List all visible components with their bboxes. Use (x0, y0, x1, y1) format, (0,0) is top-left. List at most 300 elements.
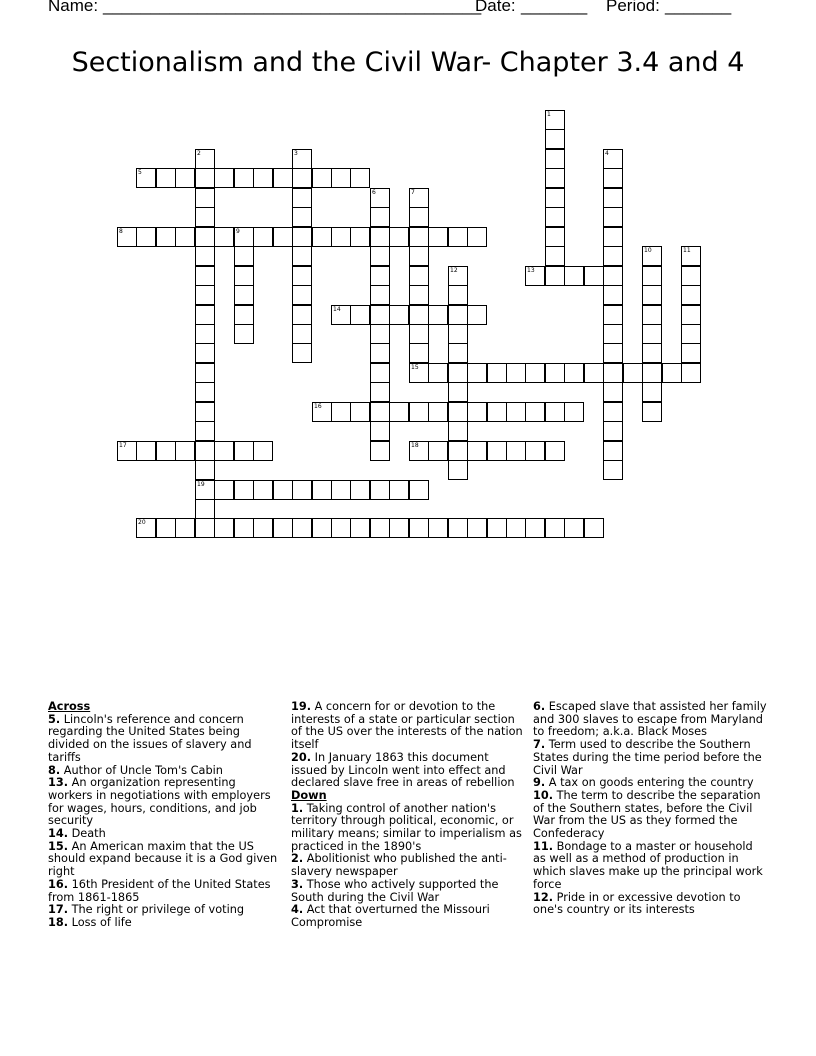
grid-cell[interactable] (136, 441, 156, 461)
grid-cell[interactable] (117, 227, 137, 247)
clue-number: 10. (533, 788, 554, 802)
grid-cell[interactable] (603, 460, 623, 480)
grid-cell[interactable] (370, 382, 390, 402)
grid-cell[interactable] (467, 518, 487, 538)
clues-column-3 (533, 701, 769, 917)
clue-number: 11 (683, 247, 691, 254)
grid-cell[interactable] (448, 285, 468, 305)
grid-cell[interactable] (370, 441, 390, 461)
grid-cell[interactable] (603, 285, 623, 305)
grid-cell[interactable] (175, 227, 195, 247)
clue-number: 14 (333, 306, 341, 313)
clue-text: The term to describe the separation of the Southern states, before the Civil War from the US as they formed the Confederacy (533, 788, 761, 841)
grid-cell[interactable] (292, 305, 312, 325)
grid-cell[interactable] (409, 227, 429, 247)
clue-item (533, 739, 769, 777)
grid-cell[interactable] (273, 518, 293, 538)
grid-cell[interactable] (448, 518, 468, 538)
clue-number: 7. (533, 738, 546, 752)
grid-cell[interactable] (234, 305, 254, 325)
grid-cell[interactable] (214, 480, 234, 500)
grid-cell[interactable] (234, 266, 254, 286)
grid-cell[interactable] (448, 324, 468, 344)
grid-cell[interactable] (409, 266, 429, 286)
clue-number: 3 (294, 150, 298, 157)
clues-column-2 (291, 701, 527, 930)
grid-cell[interactable] (545, 266, 565, 286)
grid-cell[interactable] (409, 207, 429, 227)
clue-item (291, 853, 527, 878)
grid-cell[interactable] (273, 480, 293, 500)
grid-cell[interactable] (234, 168, 254, 188)
grid-cell[interactable] (642, 363, 662, 383)
clue-text: An American maxim that the US should expand because it is a God given right (48, 839, 278, 879)
grid-cell[interactable] (409, 246, 429, 266)
grid-cell[interactable] (195, 441, 215, 461)
grid-cell[interactable] (370, 402, 390, 422)
grid-cell[interactable] (545, 227, 565, 247)
clue-item (533, 892, 769, 917)
grid-cell[interactable] (642, 402, 662, 422)
across-heading: Across (48, 700, 91, 713)
grid-cell[interactable] (117, 441, 137, 461)
grid-cell[interactable] (195, 285, 215, 305)
grid-cell[interactable] (603, 246, 623, 266)
grid-cell[interactable] (662, 363, 682, 383)
grid-cell[interactable] (214, 227, 234, 247)
grid-cell[interactable] (195, 480, 215, 500)
page-title: Sectionalism and the Civil War- Chapter 3.4 and 4 (71, 47, 745, 78)
grid-cell[interactable] (448, 460, 468, 480)
clue-number: 2. (291, 852, 304, 866)
grid-cell[interactable] (156, 441, 176, 461)
grid-cell[interactable] (331, 227, 351, 247)
grid-cell[interactable] (448, 402, 468, 422)
grid-cell[interactable] (195, 246, 215, 266)
grid-cell[interactable] (525, 402, 545, 422)
grid-cell[interactable] (428, 227, 448, 247)
grid-cell[interactable] (195, 188, 215, 208)
clue-item (48, 841, 280, 879)
grid-cell[interactable] (525, 266, 545, 286)
clue-text: Bondage to a master or household as well as a method of production in which slaves make up the principal work force (533, 839, 763, 891)
clue-number: 4 (605, 150, 609, 157)
grid-cell[interactable] (564, 518, 584, 538)
grid-cell[interactable] (506, 518, 526, 538)
grid-cell[interactable] (525, 363, 545, 383)
grid-cell[interactable] (409, 480, 429, 500)
grid-cell[interactable] (428, 305, 448, 325)
grid-cell[interactable] (603, 363, 623, 383)
clue-number: 17. (48, 903, 69, 917)
grid-cell[interactable] (467, 227, 487, 247)
name-field[interactable]: ________________________________________ (103, 0, 482, 15)
grid-cell[interactable] (545, 246, 565, 266)
grid-cell[interactable] (136, 518, 156, 538)
grid-cell[interactable] (175, 518, 195, 538)
clue-number: 3. (291, 877, 304, 891)
period-field[interactable]: _______ (665, 0, 732, 15)
grid-cell[interactable] (156, 168, 176, 188)
grid-cell[interactable] (603, 402, 623, 422)
grid-cell[interactable] (642, 382, 662, 402)
grid-cell[interactable] (389, 402, 409, 422)
clue-number: 5 (138, 169, 142, 176)
grid-cell[interactable] (175, 441, 195, 461)
grid-cell[interactable] (195, 363, 215, 383)
grid-cell[interactable] (370, 363, 390, 383)
grid-cell[interactable] (603, 266, 623, 286)
grid-cell[interactable] (331, 480, 351, 500)
clue-item (48, 777, 280, 828)
grid-cell[interactable] (389, 518, 409, 538)
grid-cell[interactable] (389, 227, 409, 247)
clue-text: The right or privilege of voting (68, 903, 245, 917)
grid-cell[interactable] (195, 207, 215, 227)
grid-cell[interactable] (253, 441, 273, 461)
clue-number: 8. (48, 763, 61, 777)
grid-cell[interactable] (195, 149, 215, 169)
clue-item (48, 714, 280, 765)
grid-cell[interactable] (370, 285, 390, 305)
grid-cell[interactable] (292, 343, 312, 363)
grid-cell[interactable] (292, 168, 312, 188)
grid-cell[interactable] (525, 518, 545, 538)
grid-cell[interactable] (603, 188, 623, 208)
grid-cell[interactable] (195, 168, 215, 188)
clue-number: 16. (48, 877, 69, 891)
grid-cell[interactable] (195, 499, 215, 519)
grid-cell[interactable] (331, 402, 351, 422)
grid-cell[interactable] (409, 305, 429, 325)
grid-cell[interactable] (292, 149, 312, 169)
grid-cell[interactable] (195, 518, 215, 538)
clue-item (533, 701, 769, 739)
grid-cell[interactable] (370, 207, 390, 227)
grid-cell[interactable] (448, 382, 468, 402)
clue-item (291, 803, 527, 854)
grid-cell[interactable] (642, 343, 662, 363)
grid-cell[interactable] (584, 518, 604, 538)
grid-cell[interactable] (156, 227, 176, 247)
grid-cell[interactable] (564, 266, 584, 286)
clue-number: 13. (48, 776, 69, 790)
grid-cell[interactable] (234, 227, 254, 247)
grid-cell[interactable] (545, 188, 565, 208)
grid-cell[interactable] (428, 363, 448, 383)
grid-cell[interactable] (487, 363, 507, 383)
grid-cell[interactable] (681, 266, 701, 286)
grid-cell[interactable] (642, 246, 662, 266)
grid-cell[interactable] (234, 324, 254, 344)
grid-cell[interactable] (681, 305, 701, 325)
down-heading: Down (291, 788, 327, 802)
grid-cell[interactable] (195, 382, 215, 402)
grid-cell[interactable] (234, 518, 254, 538)
clue-number: 8 (119, 228, 123, 235)
clue-text: In January 1863 this document issued by Lincoln went into effect and declared slave free in areas of rebellion (291, 750, 515, 790)
clue-number: 4. (291, 903, 304, 917)
grid-cell[interactable] (603, 227, 623, 247)
grid-cell[interactable] (681, 285, 701, 305)
clue-text: Act that overturned the Missouri Compromise (291, 903, 490, 929)
clue-number: 17 (119, 442, 127, 449)
grid-cell[interactable] (448, 227, 468, 247)
grid-cell[interactable] (681, 363, 701, 383)
clue-text: Lincoln's reference and concern regarding the United States being divided on the issues of slavery and tariffs (48, 712, 252, 764)
grid-cell[interactable] (370, 227, 390, 247)
grid-cell[interactable] (195, 421, 215, 441)
clue-number: 11. (533, 839, 554, 853)
clue-number: 16 (314, 403, 322, 410)
grid-cell[interactable] (545, 168, 565, 188)
grid-cell[interactable] (292, 207, 312, 227)
grid-cell[interactable] (409, 441, 429, 461)
grid-cell[interactable] (681, 343, 701, 363)
clue-number: 10 (644, 247, 652, 254)
clue-item (48, 917, 280, 930)
grid-cell[interactable] (214, 168, 234, 188)
grid-cell[interactable] (350, 305, 370, 325)
grid-cell[interactable] (253, 518, 273, 538)
grid-cell[interactable] (506, 402, 526, 422)
clue-number: 15 (411, 364, 419, 371)
grid-cell[interactable] (350, 518, 370, 538)
clue-text: Those who actively supported the South during the Civil War (291, 877, 499, 904)
clue-number: 9. (533, 776, 546, 790)
clue-number: 1. (291, 801, 304, 815)
clue-item (533, 841, 769, 892)
grid-cell[interactable] (545, 110, 565, 130)
clue-number: 13 (527, 267, 535, 274)
grid-cell[interactable] (350, 480, 370, 500)
grid-cell[interactable] (350, 402, 370, 422)
grid-cell[interactable] (234, 441, 254, 461)
name-label: Name: (48, 0, 99, 15)
grid-cell[interactable] (545, 129, 565, 149)
period-label: Period: (606, 0, 660, 15)
grid-cell[interactable] (370, 324, 390, 344)
clue-text: Pride in or excessive devotion to one's country or its interests (533, 890, 741, 917)
date-field[interactable]: _______ (521, 0, 588, 15)
grid-cell[interactable] (545, 363, 565, 383)
grid-cell[interactable] (253, 227, 273, 247)
grid-cell[interactable] (214, 441, 234, 461)
grid-cell[interactable] (487, 518, 507, 538)
clue-number: 6 (372, 189, 376, 196)
grid-cell[interactable] (292, 518, 312, 538)
clue-number: 6. (533, 700, 546, 713)
grid-cell[interactable] (370, 305, 390, 325)
grid-cell[interactable] (195, 227, 215, 247)
grid-cell[interactable] (545, 441, 565, 461)
grid-cell[interactable] (564, 402, 584, 422)
clue-number: 1 (547, 111, 551, 118)
grid-cell[interactable] (681, 246, 701, 266)
grid-cell[interactable] (642, 285, 662, 305)
clue-number: 14. (48, 827, 69, 841)
grid-cell[interactable] (681, 324, 701, 344)
grid-cell[interactable] (467, 363, 487, 383)
clue-text: Author of Uncle Tom's Cabin (60, 763, 223, 777)
grid-cell[interactable] (312, 518, 332, 538)
grid-cell[interactable] (175, 168, 195, 188)
grid-cell[interactable] (642, 324, 662, 344)
grid-cell[interactable] (409, 363, 429, 383)
grid-cell[interactable] (525, 441, 545, 461)
grid-cell[interactable] (467, 441, 487, 461)
grid-cell[interactable] (409, 402, 429, 422)
clues-column-1 (48, 701, 280, 930)
clue-number: 12 (450, 267, 458, 274)
grid-cell[interactable] (506, 441, 526, 461)
grid-cell[interactable] (195, 305, 215, 325)
grid-cell[interactable] (234, 480, 254, 500)
grid-cell[interactable] (253, 480, 273, 500)
grid-cell[interactable] (603, 207, 623, 227)
grid-cell[interactable] (584, 363, 604, 383)
grid-cell[interactable] (448, 305, 468, 325)
clue-text: Term used to describe the Southern States during the time period before the Civil War (533, 738, 762, 777)
grid-cell[interactable] (448, 266, 468, 286)
clue-number: 19 (197, 481, 205, 488)
grid-cell[interactable] (448, 343, 468, 363)
grid-cell[interactable] (292, 266, 312, 286)
grid-cell[interactable] (370, 188, 390, 208)
grid-cell[interactable] (292, 480, 312, 500)
grid-cell[interactable] (195, 402, 215, 422)
grid-cell[interactable] (487, 441, 507, 461)
grid-cell[interactable] (234, 285, 254, 305)
clue-number: 9 (236, 228, 240, 235)
grid-cell[interactable] (545, 149, 565, 169)
clue-item (291, 752, 527, 790)
grid-cell[interactable] (389, 480, 409, 500)
clue-number: 5. (48, 712, 61, 726)
grid-cell[interactable] (156, 518, 176, 538)
grid-cell[interactable] (603, 441, 623, 461)
grid-cell[interactable] (292, 246, 312, 266)
grid-cell[interactable] (603, 343, 623, 363)
grid-cell[interactable] (370, 266, 390, 286)
grid-cell[interactable] (389, 305, 409, 325)
grid-cell[interactable] (545, 207, 565, 227)
grid-cell[interactable] (195, 343, 215, 363)
grid-cell[interactable] (370, 480, 390, 500)
grid-cell[interactable] (331, 305, 351, 325)
clue-number: 12. (533, 890, 554, 904)
grid-cell[interactable] (253, 168, 273, 188)
grid-cell[interactable] (312, 227, 332, 247)
clue-text: Death (68, 827, 106, 841)
grid-cell[interactable] (350, 168, 370, 188)
clue-number: 7 (411, 189, 415, 196)
grid-cell[interactable] (234, 246, 254, 266)
grid-cell[interactable] (312, 402, 332, 422)
grid-cell[interactable] (584, 266, 604, 286)
grid-cell[interactable] (603, 421, 623, 441)
grid-cell[interactable] (409, 188, 429, 208)
grid-cell[interactable] (370, 246, 390, 266)
grid-cell[interactable] (564, 363, 584, 383)
grid-cell[interactable] (603, 305, 623, 325)
grid-cell[interactable] (448, 421, 468, 441)
clue-number: 15. (48, 839, 69, 853)
grid-cell[interactable] (312, 168, 332, 188)
grid-cell[interactable] (195, 266, 215, 286)
clue-item (533, 790, 769, 841)
grid-cell[interactable] (195, 324, 215, 344)
grid-cell[interactable] (312, 480, 332, 500)
clue-number: 20. (291, 750, 312, 764)
grid-cell[interactable] (409, 343, 429, 363)
grid-cell[interactable] (642, 266, 662, 286)
grid-cell[interactable] (428, 402, 448, 422)
grid-cell[interactable] (623, 363, 643, 383)
grid-cell[interactable] (467, 305, 487, 325)
grid-cell[interactable] (370, 343, 390, 363)
grid-cell[interactable] (370, 518, 390, 538)
grid-cell[interactable] (292, 188, 312, 208)
grid-cell[interactable] (428, 518, 448, 538)
grid-cell[interactable] (136, 168, 156, 188)
grid-cell[interactable] (409, 518, 429, 538)
grid-cell[interactable] (487, 402, 507, 422)
clue-text: A concern for or devotion to the interests of a state or particular section of the US over the interests of the nation itself (291, 700, 523, 752)
grid-cell[interactable] (370, 421, 390, 441)
grid-cell[interactable] (545, 402, 565, 422)
grid-cell[interactable] (331, 168, 351, 188)
clue-text: Taking control of another nation's territory through political, economic, or military means; similar to imperialism as practiced in the 1890's (291, 801, 522, 853)
clue-number: 2 (197, 150, 201, 157)
grid-cell[interactable] (273, 168, 293, 188)
grid-cell[interactable] (292, 324, 312, 344)
grid-cell[interactable] (136, 227, 156, 247)
grid-cell[interactable] (292, 285, 312, 305)
clue-item (291, 904, 527, 929)
grid-cell[interactable] (642, 305, 662, 325)
grid-cell[interactable] (195, 460, 215, 480)
grid-cell[interactable] (448, 363, 468, 383)
grid-cell[interactable] (331, 518, 351, 538)
grid-cell[interactable] (448, 441, 468, 461)
grid-cell[interactable] (603, 168, 623, 188)
grid-cell[interactable] (409, 285, 429, 305)
grid-cell[interactable] (506, 363, 526, 383)
clue-text: Escaped slave that assisted her family and 300 slaves to escape from Maryland to freedom; a.k.a. Black Moses (533, 700, 767, 739)
grid-cell[interactable] (214, 518, 234, 538)
grid-cell[interactable] (350, 227, 370, 247)
clue-number: 18. (48, 915, 69, 929)
clue-item (291, 701, 527, 752)
clue-text: An organization representing workers in negotiations with employers for wages, hours, conditions, and job security (48, 776, 271, 828)
grid-cell[interactable] (545, 518, 565, 538)
grid-cell[interactable] (603, 149, 623, 169)
grid-cell[interactable] (467, 402, 487, 422)
grid-cell[interactable] (603, 324, 623, 344)
clue-number: 18 (411, 442, 419, 449)
clue-text: A tax on goods entering the country (545, 776, 754, 790)
grid-cell[interactable] (409, 324, 429, 344)
clue-number: 19. (291, 700, 312, 713)
grid-cell[interactable] (292, 227, 312, 247)
grid-cell[interactable] (603, 382, 623, 402)
grid-cell[interactable] (273, 227, 293, 247)
grid-cell[interactable] (428, 441, 448, 461)
clue-text: Abolitionist who published the anti-slavery newspaper (291, 852, 507, 879)
clue-item (48, 879, 280, 904)
clue-number: 20 (138, 519, 146, 526)
